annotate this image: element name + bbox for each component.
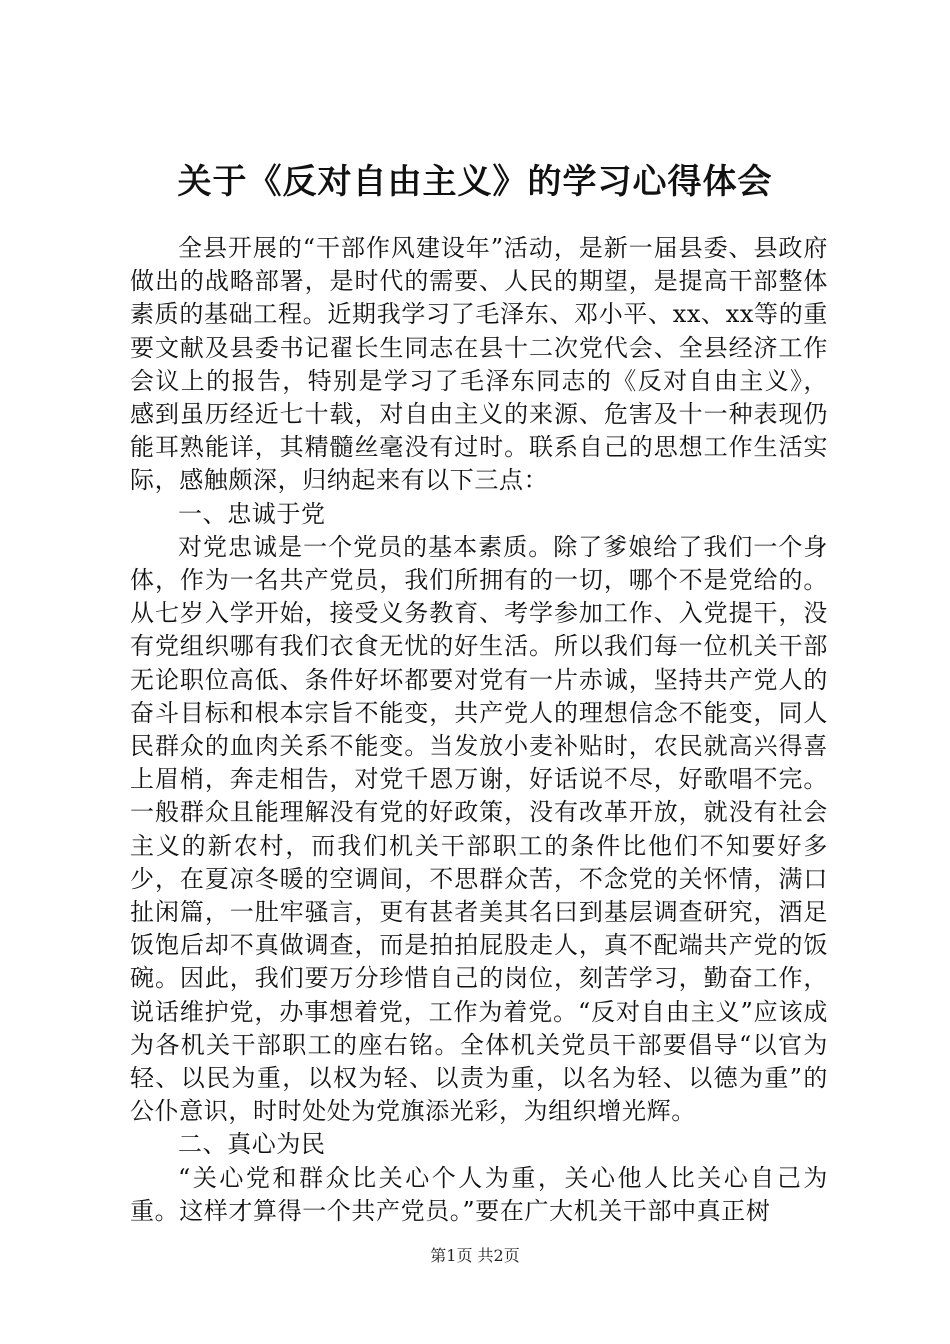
document-title: 关于《反对自由主义》的学习心得体会 [177, 162, 773, 202]
page-footer: 第1页 共2页 [430, 1246, 520, 1265]
paragraph-loyalty: 对党忠诚是一个党员的基本素质。除了爹娘给了我们一个身体，作为一名共产党员，我们所拥有的一切，哪个不是党给的。从七岁入学开始，接受义务教育、考学参加工作、入党提干，没有党组织哪有我们衣食无忧的好生活。所以我们每一位机关干部无论职位高低、条件好坏都要对党有一片赤诚，坚持共产党人的奋斗目标和根本宗旨不能变，共产党人的理想信念不能变，同人民群众的血肉关系不能变。当发放小麦补贴时，农民就高兴得喜上眉梢，奔走相告，对党千恩万谢，好话说不尽，好歌唱不完。一般群众且能理解没有党的好政策，没有改革开放，就没有社会主义的新农村，而我们机关干部职工的条件比他们不知要好多少，在夏凉冬暖的空调间，不思群众苦，不念党的关怀情，满口扯闲篇，一肚牢骚言，更有甚者美其名曰到基层调查研究，酒足饭饱后却不真做调查，而是拍拍屁股走人，真不配端共产党的饭碗。因此，我们要万分珍惜自己的岗位，刻苦学习，勤奋工作，说话维护党，办事想着党，工作为着党。“反对自由主义”应该成为各机关干部职工的座右铭。全体机关党员干部要倡导“以官为轻、以民为重，以权为轻、以责为重，以名为轻、以德为重”的公仆意识，时时处处为党旗添光彩，为组织增光辉。 [130, 532, 828, 1126]
paragraph-intro: 全县开展的“干部作风建设年”活动，是新一届县委、县政府做出的战略部署，是时代的需要、人民的期望，是提高干部整体素质的基础工程。近期我学习了毛泽东、邓小平、xx、xx等的重要文献及县委书记翟长生同志在县十二次党代会、全县经济工作会议上的报告，特别是学习了毛泽东同志的《反对自由主义》，感到虽历经近七十载，对自由主义的来源、危害及十一种表现仍能耳熟能详，其精髓丝毫没有过时。联系自己的思想工作生活实际，感触颇深，归纳起来有以下三点： [130, 234, 828, 495]
document-body [130, 232, 828, 1228]
section-heading-people: 二、真心为民 [178, 1130, 326, 1159]
section-heading-loyalty: 一、忠诚于党 [178, 499, 326, 528]
paragraph-people: “关心党和群众比关心个人为重，关心他人比关心自己为重。这样才算得一个共产党员。”要在广大机关干部中真正树 [130, 1163, 828, 1225]
